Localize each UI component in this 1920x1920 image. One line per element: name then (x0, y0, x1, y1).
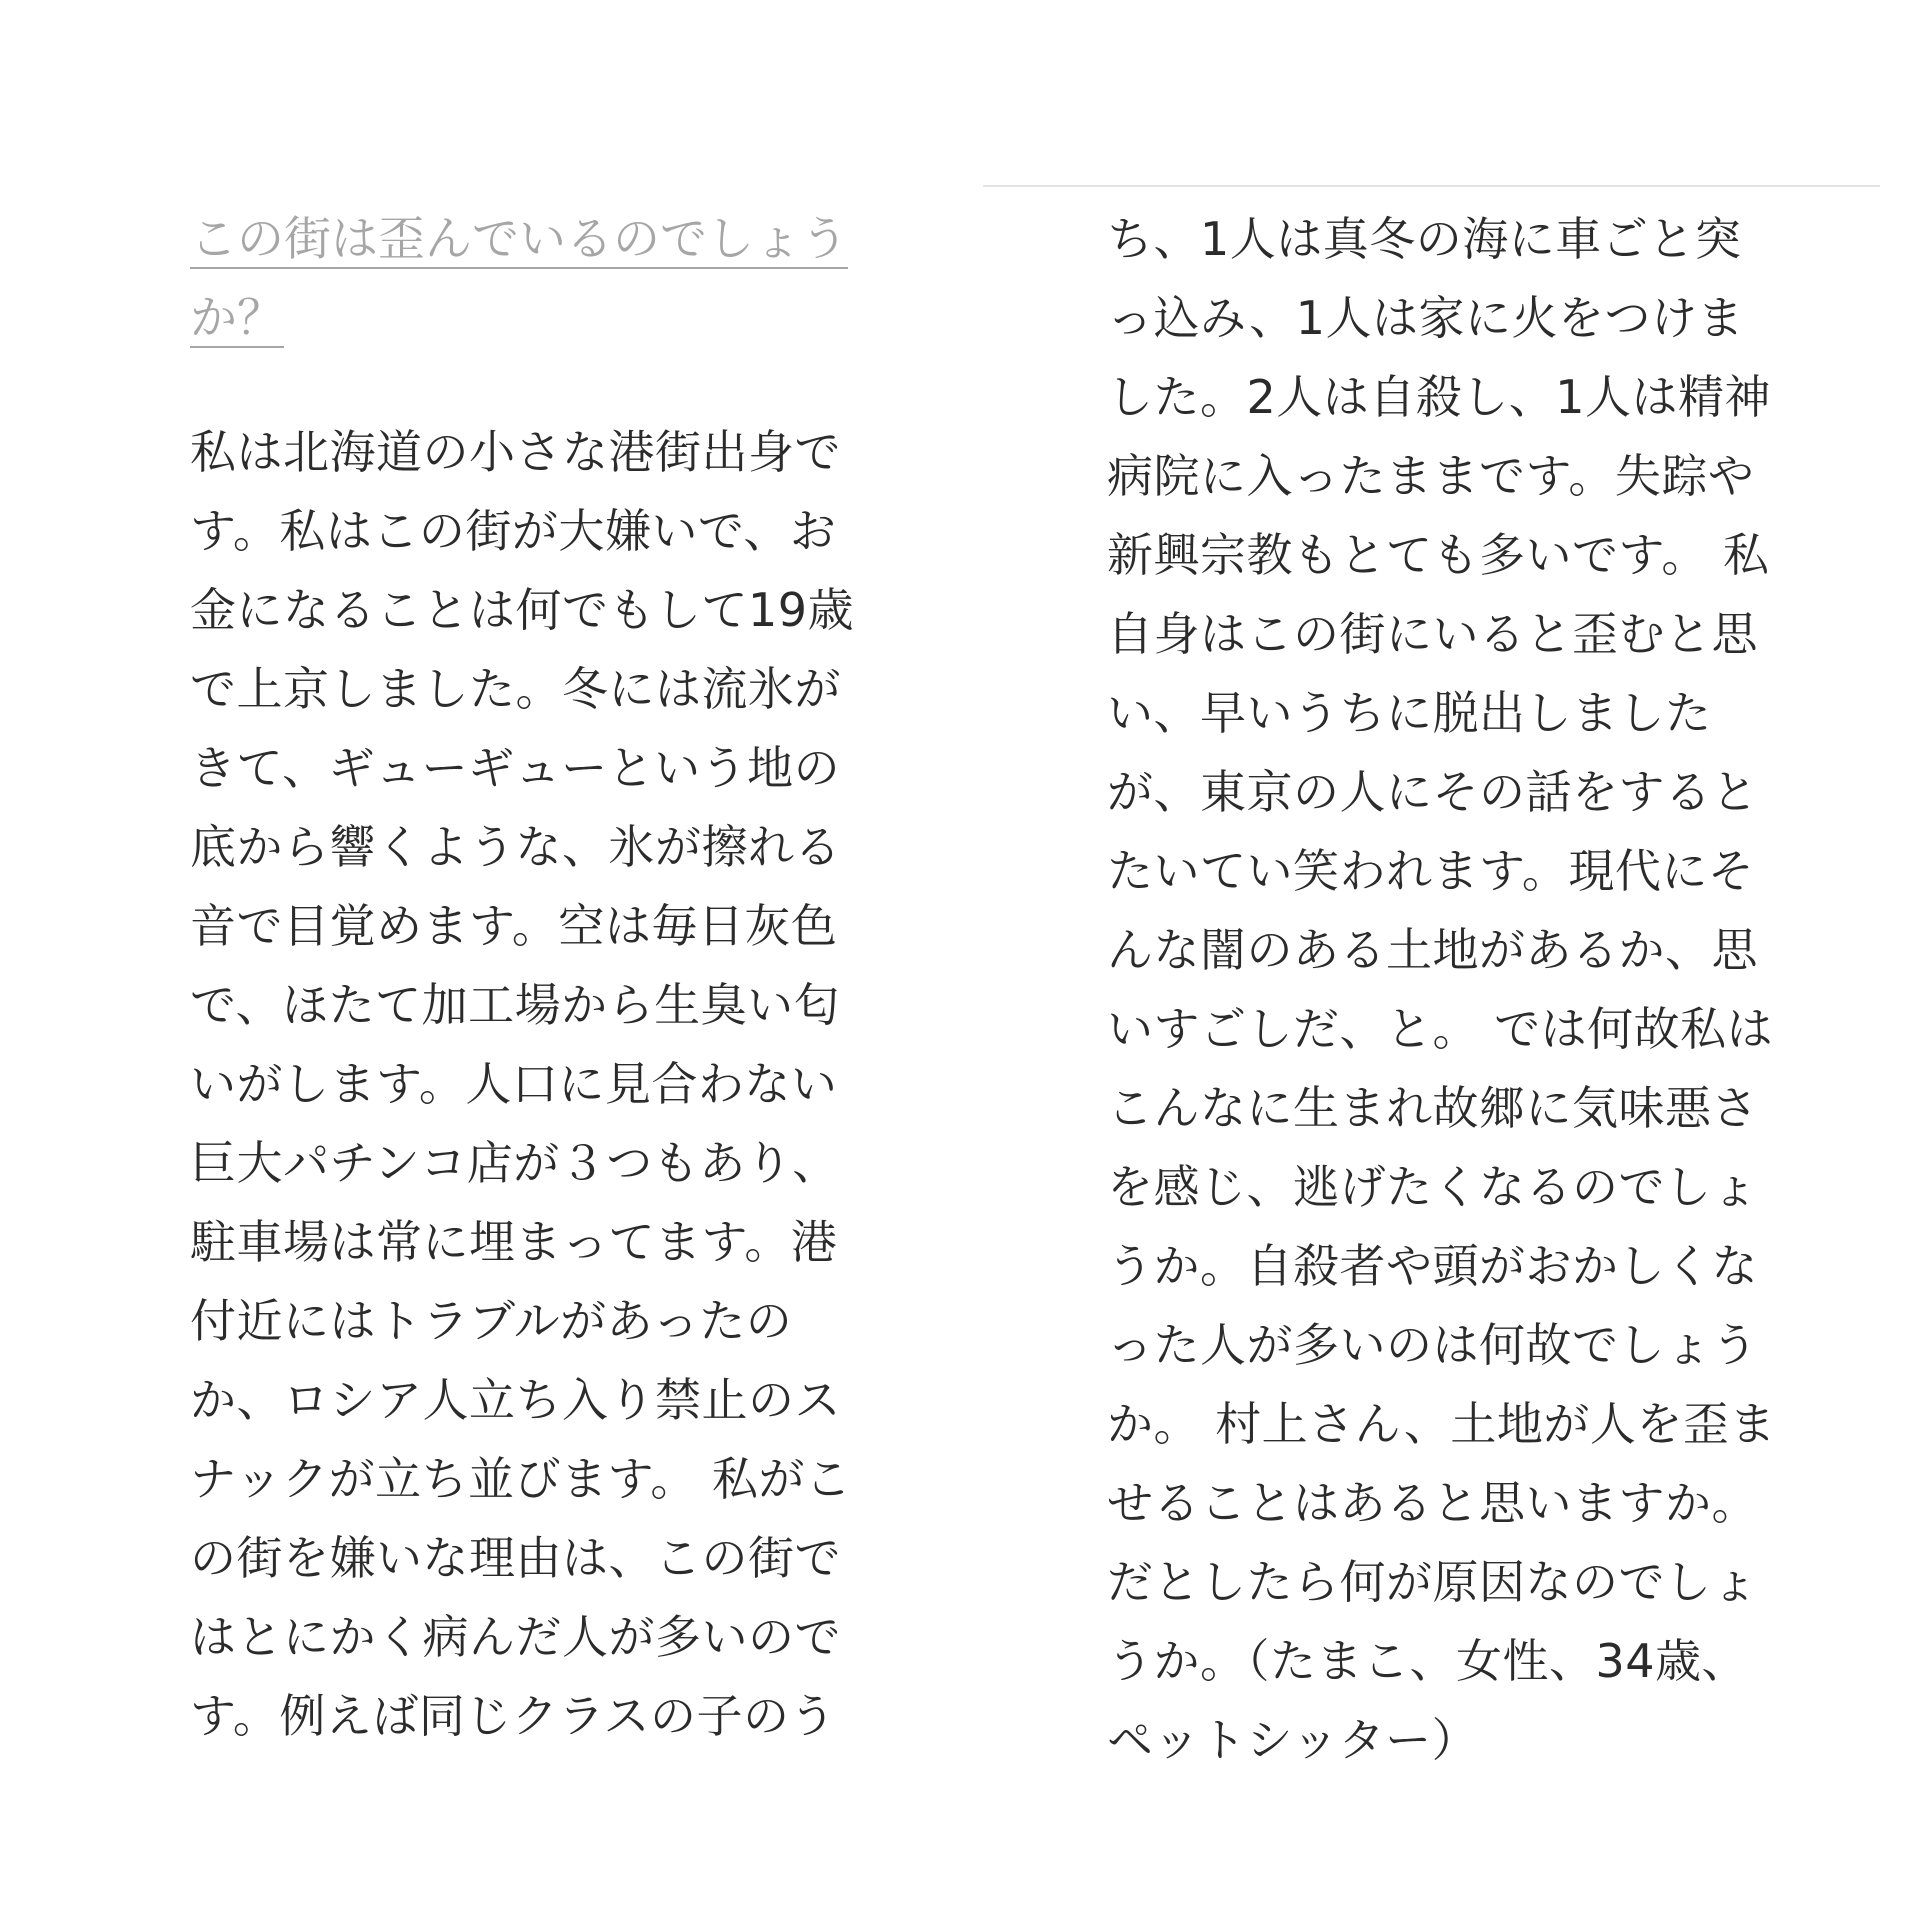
body-line: うか。（たまこ、女性、34歳、 (1107, 1634, 1749, 1688)
body-line: ナックが立ち並びます。 私がこ (190, 1452, 852, 1506)
body-line: ち、1人は真冬の海に車ごと突 (1107, 212, 1742, 266)
body-line: か、ロシア人立ち入り禁止のス (190, 1373, 841, 1427)
right-column (1107, 200, 1787, 1780)
body-line: を感じ、逃げたくなるのでしょ (1107, 1160, 1758, 1214)
body-line: 底から響くような、氷が擦れる (190, 820, 841, 874)
body-line: で上京しました。冬には流氷が (190, 662, 841, 716)
body-line: 新興宗教もとても多いです。 私 (1107, 528, 1770, 582)
body-line: いすごしだ、と。 では何故私は (1107, 1002, 1774, 1056)
body-line: が、東京の人にその話をすると (1107, 765, 1758, 819)
body-line: せることはあると思いますか。 (1107, 1476, 1758, 1530)
body-line: うか。自殺者や頭がおかしくな (1107, 1239, 1758, 1293)
body-line: す。例えば同じクラスの子のう (190, 1689, 836, 1743)
column-divider (983, 185, 1880, 187)
body-line: 音で目覚めます。空は毎日灰色 (190, 899, 838, 953)
left-column (190, 200, 870, 1756)
body-line: 巨大パチンコ店が３つもあり、 (190, 1136, 839, 1190)
body-line: で、ほたて加工場から生臭い匂 (190, 978, 841, 1032)
body-line: んな闇のある土地があるか、思 (1107, 923, 1758, 977)
right-body-text (1107, 200, 1787, 1780)
body-line: こんなに生まれ故郷に気味悪さ (1107, 1081, 1758, 1135)
body-line: たいてい笑われます。現代にそ (1107, 844, 1755, 898)
article-title-link[interactable]: この街は歪んでいるのでしょうか？ (190, 212, 848, 346)
body-line: いがします。人口に見合わない (190, 1057, 838, 1111)
body-line: 金になることは何でもして19歳 (190, 583, 855, 637)
body-line: の街を嫌いな理由は、この街で (190, 1531, 841, 1585)
body-line: った人が多いのは何故でしょう (1107, 1318, 1758, 1372)
body-line: 病院に入ったままです。失踪や (1107, 449, 1755, 503)
body-line: 付近にはトラブルがあったの (190, 1294, 793, 1348)
body-line: っ込み、1人は家に火をつけま (1107, 291, 1745, 345)
body-line: はとにかく病んだ人が多いので (190, 1610, 841, 1664)
body-line: ペットシッター） (1107, 1713, 1479, 1767)
body-line: い、早いうちに脱出しました (1107, 686, 1712, 740)
body-line: す。私はこの街が大嫌いで、お (190, 504, 837, 558)
body-line: 駐車場は常に埋まってます。港 (190, 1215, 838, 1269)
body-line: きて、ギューギューという地の (190, 741, 841, 795)
body-line: 私は北海道の小さな港街出身で (190, 425, 841, 479)
left-body-text (190, 413, 870, 1756)
body-line: か。 村上さん、土地が人を歪ま (1107, 1397, 1776, 1451)
body-line: だとしたら何が原因なのでしょ (1107, 1555, 1758, 1609)
body-line: 自身はこの街にいると歪むと思 (1107, 607, 1758, 661)
body-line: した。2人は自殺し、1人は精神 (1107, 370, 1772, 424)
